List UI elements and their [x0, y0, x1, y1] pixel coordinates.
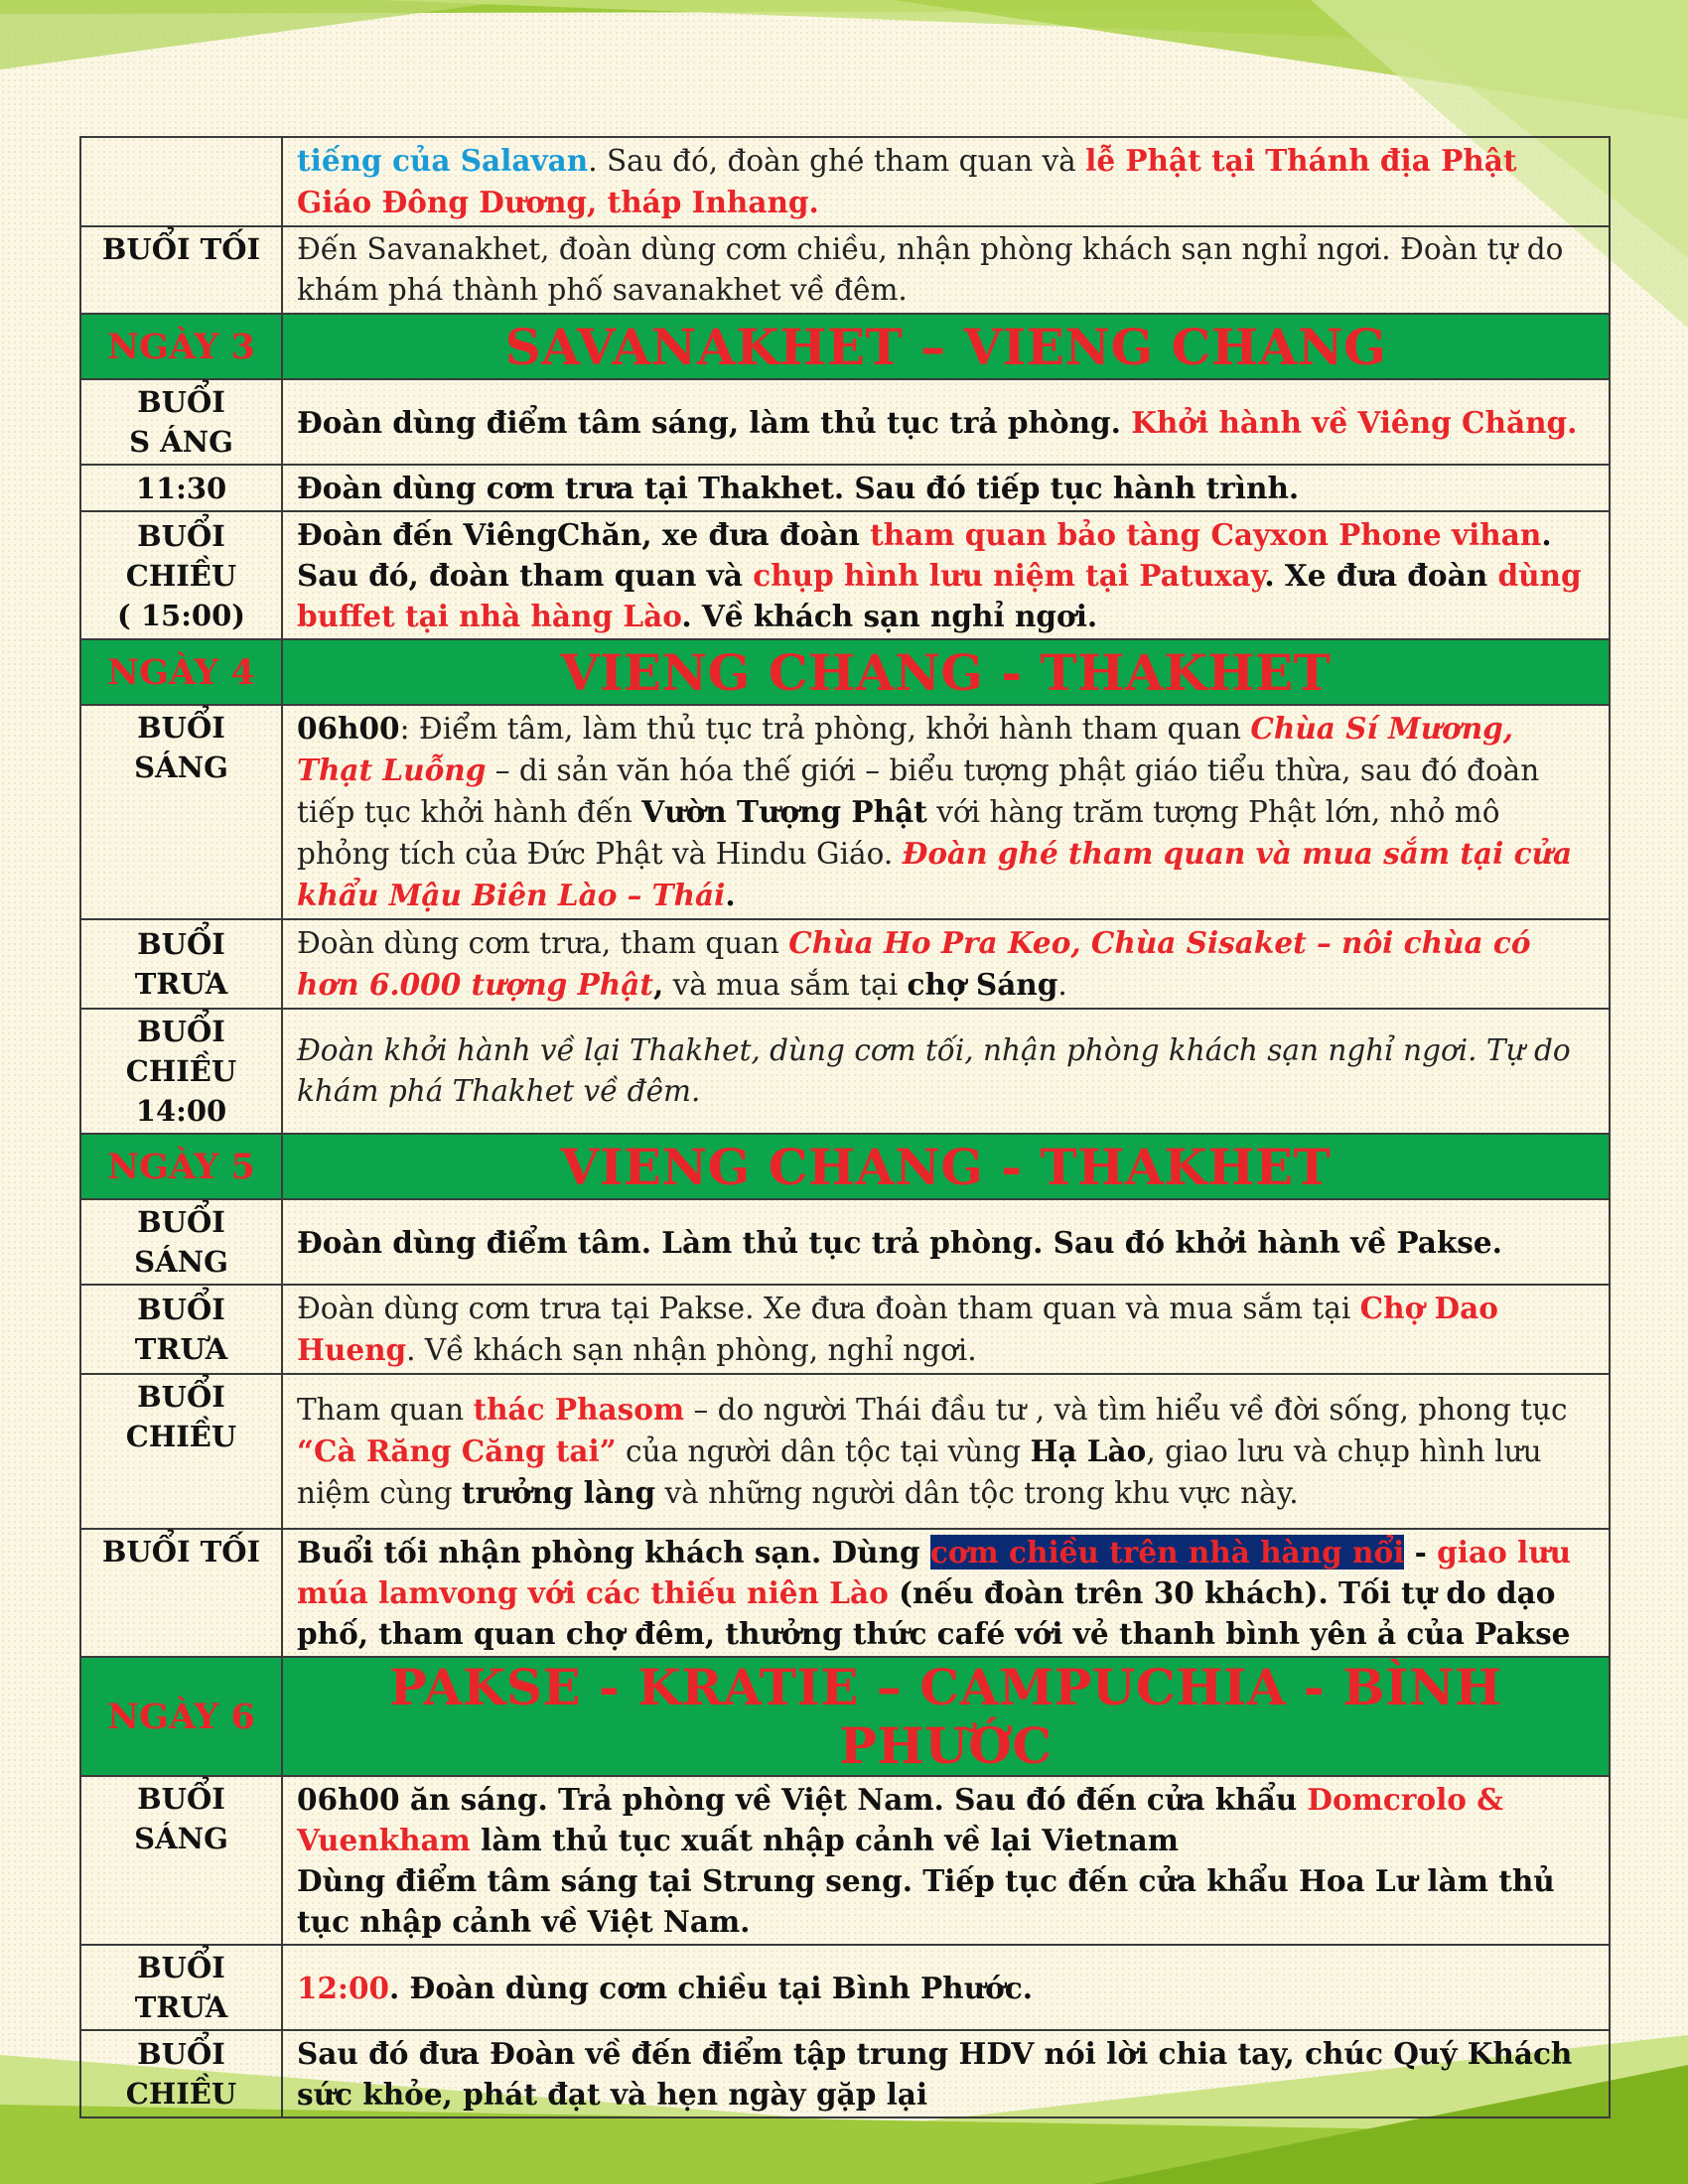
time-label: BUỔI TRƯA [80, 1285, 282, 1374]
activity-text: 06h00 ăn sáng. Trả phòng về Việt Nam. Sau đó đến cửa khẩu Domcrolo & Vuenkham làm thủ tục xuất nhập cảnh về lại Vietnam Dùng điểm tâm sáng tại Strung seng. Tiếp tục đến cửa khẩu Hoa Lư làm thủ tục nhập cảnh về Việt Nam. [282, 1776, 1610, 1945]
schedule-row [80, 919, 1610, 1009]
day-label: NGÀY 3 [80, 314, 282, 379]
empty-time-cell [80, 137, 282, 226]
schedule-row [80, 2030, 1610, 2117]
time-label: BUỔI SÁNG [80, 705, 282, 919]
continuation-row [80, 137, 1610, 226]
schedule-row [80, 379, 1610, 465]
evening-row [80, 226, 1610, 314]
day-title: VIENG CHANG - THAKHET [282, 639, 1610, 705]
evening-text: Đến Savanakhet, đoàn dùng cơm chiều, nhận phòng khách sạn nghỉ ngơi. Đoàn tự do khám phá thành phố savanakhet về đêm. [282, 226, 1610, 314]
time-label: BUỔI CHIỀU [80, 1374, 282, 1529]
time-label: 11:30 [80, 465, 282, 511]
schedule-row [80, 1529, 1610, 1657]
time-label: BUỔI S ÁNG [80, 379, 282, 465]
activity-text: Đoàn khởi hành về lại Thakhet, dùng cơm tối, nhận phòng khách sạn nghỉ ngơi. Tự do khám phá Thakhet về đêm. [282, 1009, 1610, 1134]
day-header-row [80, 639, 1610, 705]
day-header-row [80, 314, 1610, 379]
activity-text: 12:00. Đoàn dùng cơm chiều tại Bình Phước. [282, 1945, 1610, 2030]
day-header-row [80, 1134, 1610, 1199]
day-header-row [80, 1657, 1610, 1776]
day-label: NGÀY 5 [80, 1134, 282, 1199]
time-label: BUỔI SÁNG [80, 1776, 282, 1945]
continuation-text: tiếng của Salavan. Sau đó, đoàn ghé tham quan và lễ Phật tại Thánh địa Phật Giáo Đông Dương, tháp Inhang. [282, 137, 1610, 226]
time-label: BUỔI CHIỀU ( 15:00) [80, 511, 282, 639]
highlighted-text: cơm chiều trên nhà hàng nổi [929, 1535, 1405, 1570]
day-title: VIENG CHANG - THAKHET [282, 1134, 1610, 1199]
activity-text: Tham quan thác Phasom – do người Thái đầu tư , và tìm hiểu về đời sống, phong tục “Cà Răng Căng tai” của người dân tộc tại vùng Hạ Lào, giao lưu và chụp hình lưu niệm cùng trưởng làng và những người dân tộc trong khu vực này. [282, 1374, 1610, 1529]
activity-text: Đoàn dùng cơm trưa, tham quan Chùa Ho Pra Keo, Chùa Sisaket – nôi chùa có hơn 6.000 tượng Phật, và mua sắm tại chợ Sáng. [282, 919, 1610, 1009]
activity-text: Đoàn dùng cơm trưa tại Thakhet. Sau đó tiếp tục hành trình. [282, 465, 1610, 511]
activity-text: Đoàn dùng điểm tâm sáng, làm thủ tục trả phòng. Khởi hành về Viêng Chăng. [282, 379, 1610, 465]
time-label: BUỔI TỐI [80, 226, 282, 314]
schedule-row [80, 1945, 1610, 2030]
schedule-row [80, 1285, 1610, 1374]
day-title: PAKSE - KRATIE – CAMPUCHIA - BÌNH PHƯỚC [282, 1657, 1610, 1776]
schedule-row [80, 465, 1610, 511]
activity-text: Đoàn đến ViêngChăn, xe đưa đoàn tham quan bảo tàng Cayxon Phone vihan. Sau đó, đoàn tham quan và chụp hình lưu niệm tại Patuxay. Xe đưa đoàn dùng buffet tại nhà hàng Lào. Về khách sạn nghỉ ngơi. [282, 511, 1610, 639]
itinerary-sheet [79, 136, 1609, 2118]
activity-text: Buổi tối nhận phòng khách sạn. Dùng cơm chiều trên nhà hàng nổi - giao lưu múa lamvong với các thiếu niên Lào (nếu đoàn trên 30 khách). Tối tự do dạo phố, tham quan chợ đêm, thưởng thức café với vẻ thanh bình yên ả của Pakse [282, 1529, 1610, 1657]
schedule-row [80, 511, 1610, 639]
schedule-row [80, 705, 1610, 919]
time-label: BUỔI CHIỀU 14:00 [80, 1009, 282, 1134]
activity-text: Sau đó đưa Đoàn về đến điểm tập trung HDV nói lời chia tay, chúc Quý Khách sức khỏe, phát đạt và hẹn ngày gặp lại [282, 2030, 1610, 2117]
activity-text: 06h00: Điểm tâm, làm thủ tục trả phòng, khởi hành tham quan Chùa Sí Mương, Thạt Luỗng – di sản văn hóa thế giới – biểu tượng phật giáo tiểu thừa, sau đó đoàn tiếp tục khởi hành đến Vườn Tượng Phật với hàng trăm tượng Phật lớn, nhỏ mô phỏng tích của Đức Phật và Hindu Giáo. Đoàn ghé tham quan và mua sắm tại cửa khẩu Mậu Biên Lào – Thái. [282, 705, 1610, 919]
day-label: NGÀY 4 [80, 639, 282, 705]
activity-text: Đoàn dùng cơm trưa tại Pakse. Xe đưa đoàn tham quan và mua sắm tại Chợ Dao Hueng. Về khách sạn nhận phòng, nghỉ ngơi. [282, 1285, 1610, 1374]
schedule-row [80, 1776, 1610, 1945]
day-label: NGÀY 6 [80, 1657, 282, 1776]
time-label: BUỔI TRƯA [80, 1945, 282, 2030]
schedule-row [80, 1199, 1610, 1285]
schedule-row [80, 1009, 1610, 1134]
time-label: BUỔI TRƯA [80, 919, 282, 1009]
schedule-row [80, 1374, 1610, 1529]
activity-text: Đoàn dùng điểm tâm. Làm thủ tục trả phòng. Sau đó khởi hành về Pakse. [282, 1199, 1610, 1285]
itinerary-table [79, 136, 1611, 2118]
day-title: SAVANAKHET – VIENG CHANG [282, 314, 1610, 379]
time-label: BUỔI TỐI [80, 1529, 282, 1657]
time-label: BUỔI SÁNG [80, 1199, 282, 1285]
time-label: BUỔI CHIỀU [80, 2030, 282, 2117]
